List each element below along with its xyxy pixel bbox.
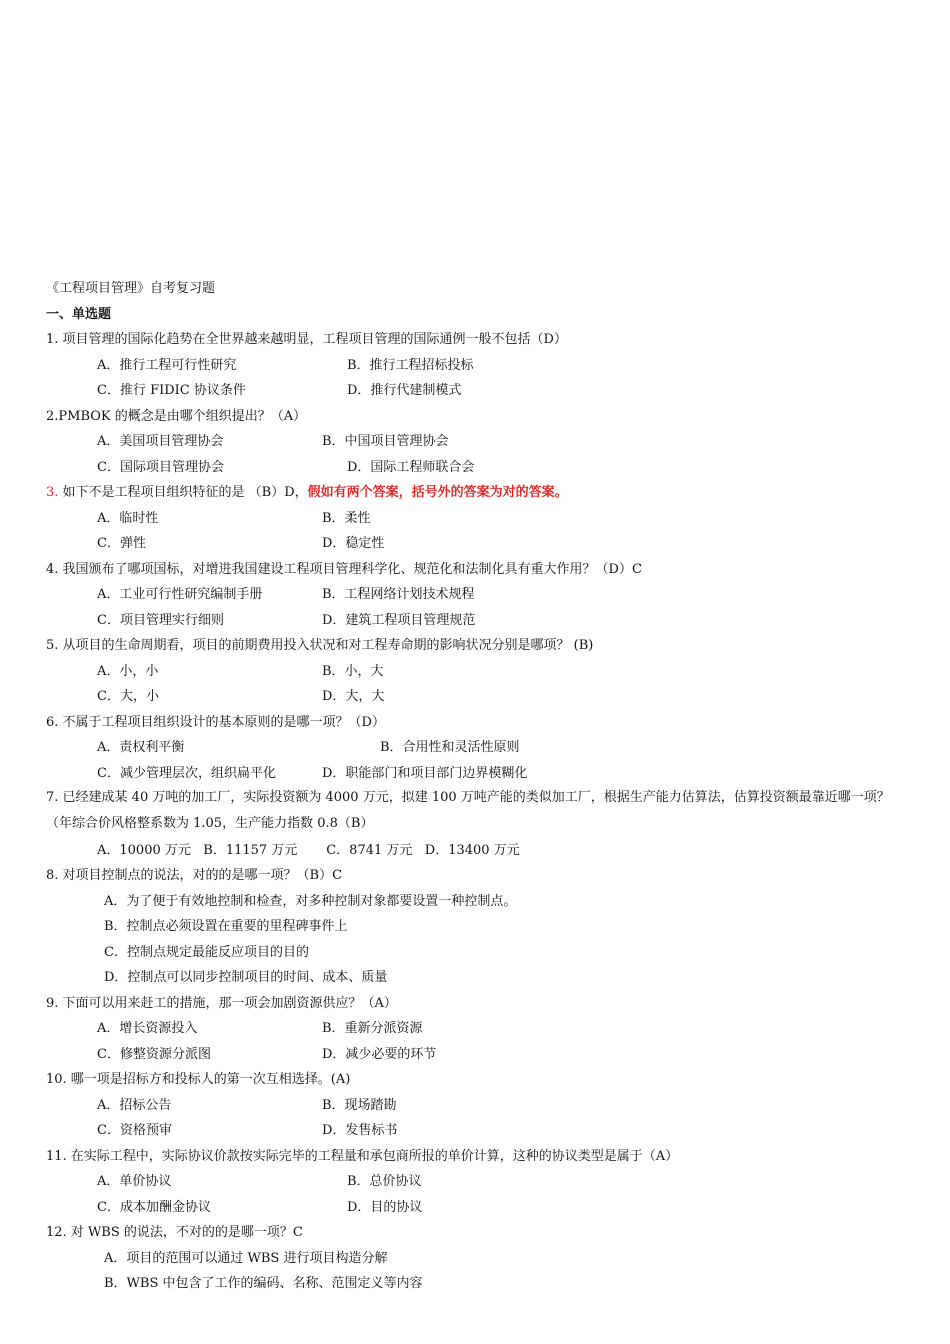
q8-option-d: D．控制点可以同步控制项目的时间、成本、质量: [104, 970, 388, 985]
q11-option-b: B．总价协议: [347, 1174, 422, 1189]
question-3-text: 如下不是工程项目组织特征的是 （B）D，: [58, 485, 308, 500]
question-1: 1. 项目管理的国际化趋势在全世界越来越明显，工程项目管理的国际通例一般不包括（D）: [46, 332, 567, 347]
q6-option-d: D．职能部门和项目部门边界模糊化: [322, 766, 528, 781]
q2-option-a: A．美国项目管理协会: [97, 434, 224, 449]
q1-option-a: A．推行工程可行性研究: [97, 358, 237, 373]
q4-option-c: C．项目管理实行细则: [97, 613, 224, 628]
q10-option-c: C．资格预审: [97, 1123, 172, 1138]
q9-option-c: C．修整资源分派图: [97, 1047, 211, 1062]
q8-option-c: C．控制点规定最能反应项目的目的: [104, 945, 309, 960]
q5-option-b: B．小，大: [322, 664, 384, 679]
question-9: 9. 下面可以用来赶工的措施，那一项会加剧资源供应？（A）: [46, 996, 397, 1011]
q10-option-b: B．现场踏勘: [322, 1098, 397, 1113]
q5-option-a: A．小，小: [97, 664, 159, 679]
question-3: [46, 484, 568, 502]
q1-option-d: D．推行代建制模式: [347, 383, 462, 398]
q3-option-b: B．柔性: [322, 511, 371, 526]
q10-option-a: A．招标公告: [97, 1098, 172, 1113]
q4-option-d: D．建筑工程项目管理规范: [322, 613, 476, 628]
q1-option-c: C．推行 FIDIC 协议条件: [97, 383, 246, 398]
q8-option-b: B．控制点必须设置在重要的里程碑事件上: [104, 919, 348, 934]
q2-option-d: D．国际工程师联合会: [347, 460, 475, 475]
q3-option-a: A．临时性: [97, 511, 159, 526]
question-3-note: 假如有两个答案，括号外的答案为对的答案。: [307, 485, 568, 500]
question-5: 5. 从项目的生命周期看，项目的前期费用投入状况和对工程寿命期的影响状况分别是哪项？ (B): [46, 638, 594, 653]
q12-option-b: B．WBS 中包含了工作的编码、名称、范围定义等内容: [104, 1276, 423, 1291]
q10-option-d: D．发售标书: [322, 1123, 398, 1138]
q5-option-d: D．大，大: [322, 689, 385, 704]
q11-option-c: C．成本加酬金协议: [97, 1200, 211, 1215]
q9-option-a: A．增长资源投入: [97, 1021, 198, 1036]
q11-option-d: D．目的协议: [347, 1200, 423, 1215]
q5-option-c: C．大，小: [97, 689, 159, 704]
question-8: 8. 对项目控制点的说法，对的的是哪一项？（B）C: [46, 868, 343, 883]
question-3-number: 3.: [46, 485, 59, 500]
q4-option-a: A．工业可行性研究编制手册: [97, 587, 263, 602]
q1-option-b: B．推行工程招标投标: [347, 358, 474, 373]
q6-option-b: B．合用性和灵活性原则: [380, 740, 520, 755]
section-heading: 一、单选题: [46, 307, 112, 322]
q3-option-d: D．稳定性: [322, 536, 385, 551]
question-12: 12. 对 WBS 的说法，不对的的是哪一项？C: [46, 1225, 303, 1240]
question-11: 11. 在实际工程中，实际协议价款按实际完毕的工程量和承包商所报的单价计算，这种的协议类型是属于（A）: [46, 1149, 679, 1164]
q8-option-a: A．为了便于有效地控制和检查，对多种控制对象都要设置一种控制点。: [104, 894, 517, 909]
question-2: 2.PMBOK 的概念是由哪个组织提出？（A）: [46, 409, 307, 424]
q11-option-a: A．单价协议: [97, 1174, 172, 1189]
question-6: 6. 不属于工程项目组织设计的基本原则的是哪一项？（D）: [46, 715, 385, 730]
q2-option-b: B．中国项目管理协会: [322, 434, 449, 449]
q9-option-d: D．减少必要的环节: [322, 1047, 437, 1062]
question-7: 7. 已经建成某 40 万吨的加工厂，实际投资额为 4000 万元，拟建 100 万吨产能的类似加工厂，根据生产能力估算法，估算投资额最靠近哪一项？（年综合价风格整系数为 1.05，生产能力指数 0.8（B）: [46, 790, 890, 831]
q6-option-a: A．责权利平衡: [97, 740, 185, 755]
q12-option-a: A．项目的范围可以通过 WBS 进行项目构造分解: [104, 1251, 388, 1266]
document-title: 《工程项目管理》自考复习题: [46, 281, 216, 296]
q7-options: A．10000 万元 B．11157 万元 C．8741 万元 D．13400 万元: [97, 843, 520, 858]
q2-option-c: C．国际项目管理协会: [97, 460, 224, 475]
q4-option-b: B．工程网络计划技术规程: [322, 587, 475, 602]
question-4: 4. 我国颁布了哪项国标，对增进我国建设工程项目管理科学化、规范化和法制化具有重大作用？（D）C: [46, 562, 642, 577]
q9-option-b: B．重新分派资源: [322, 1021, 423, 1036]
question-10: 10. 哪一项是招标方和投标人的第一次互相选择。(A): [46, 1072, 351, 1087]
q3-option-c: C．弹性: [97, 536, 146, 551]
q6-option-c: C．减少管理层次，组织扁平化: [97, 766, 276, 781]
